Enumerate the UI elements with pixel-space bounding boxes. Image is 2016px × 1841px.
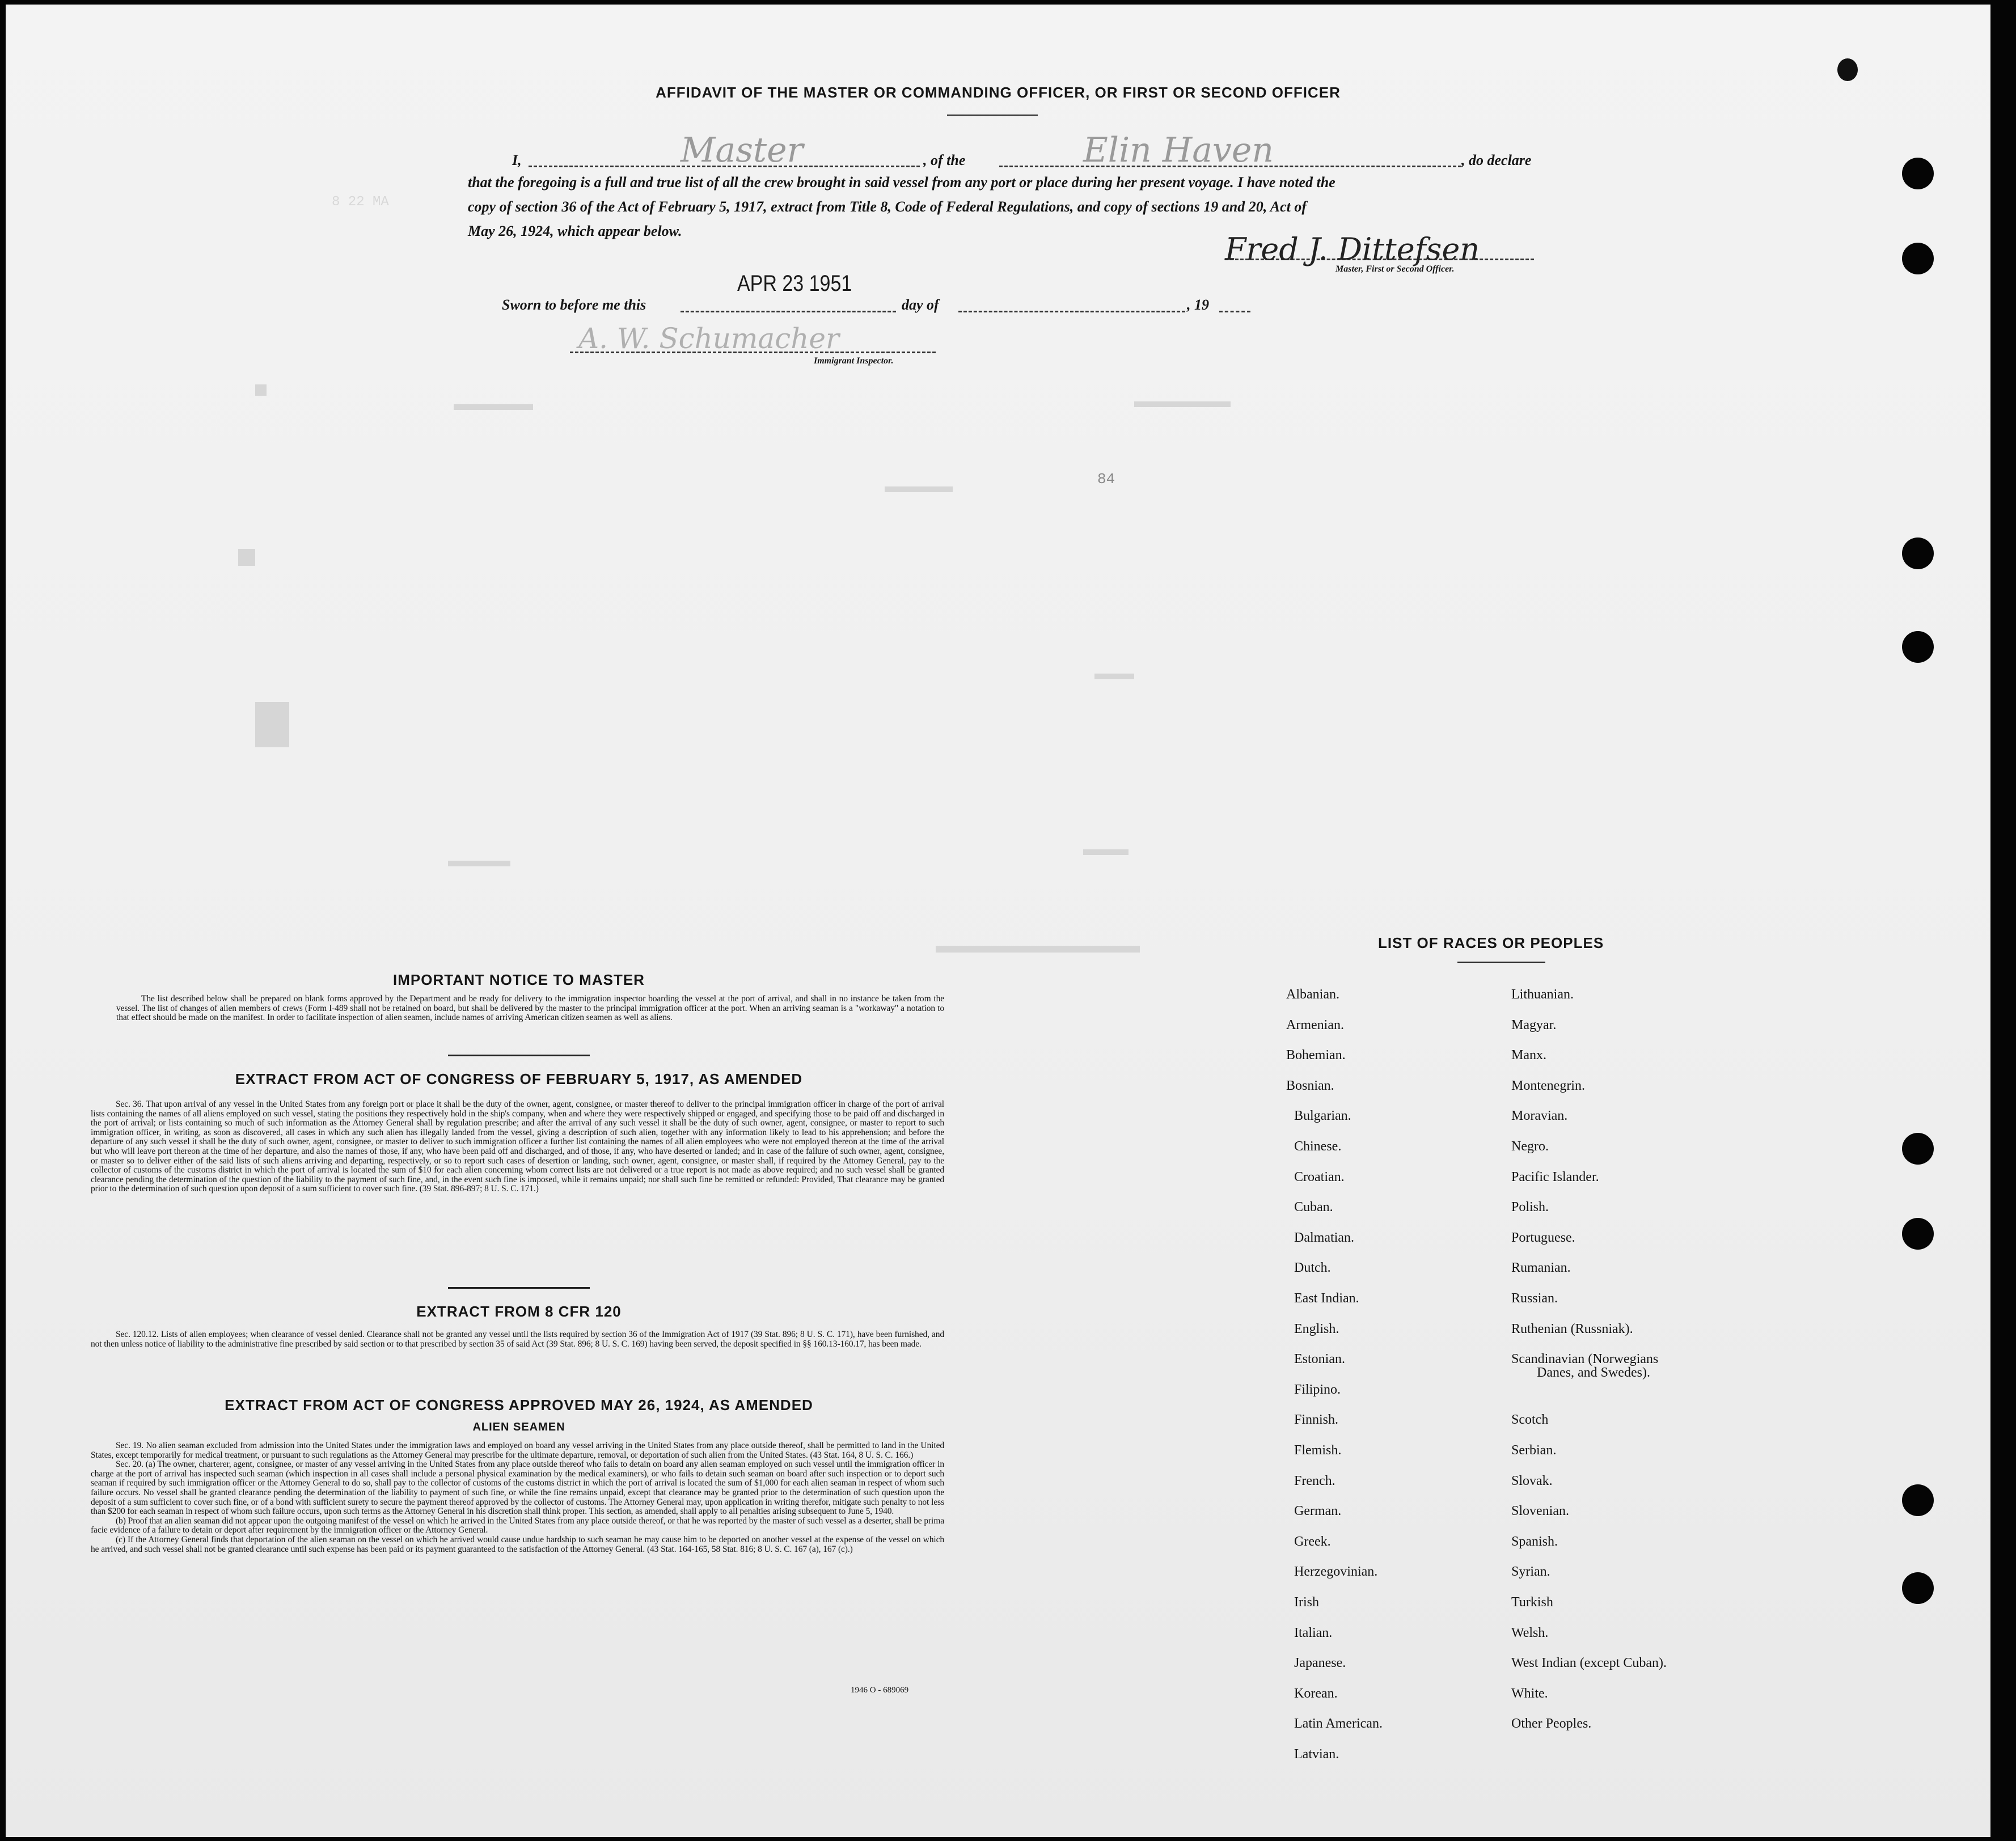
of-the-label: , of the xyxy=(923,152,966,168)
race-item: Slovak. xyxy=(1511,1473,1553,1488)
race-item: Herzegovinian. xyxy=(1294,1564,1378,1580)
race-item: Ruthenian (Russniak). xyxy=(1511,1321,1633,1336)
race-item: Chinese. xyxy=(1294,1139,1342,1154)
race-item: Other Peoples. xyxy=(1511,1716,1592,1732)
race-item: Portuguese. xyxy=(1511,1230,1575,1245)
race-item: Welsh. xyxy=(1511,1625,1549,1640)
year-label: , 19 xyxy=(1187,297,1209,313)
race-item: Bosnian. xyxy=(1286,1078,1334,1093)
race-item: Serbian. xyxy=(1511,1443,1557,1458)
race-item: Latin American. xyxy=(1294,1716,1383,1732)
race-item: Estonian. xyxy=(1294,1352,1345,1367)
race-item: Turkish xyxy=(1511,1595,1553,1610)
sworn-label: Sworn to before me this xyxy=(502,297,646,313)
race-item: Spanish. xyxy=(1511,1534,1558,1549)
inspector-caption: Immigrant Inspector. xyxy=(814,356,894,366)
faint-mark: 8 22 MA xyxy=(332,194,389,210)
race-item: Dutch. xyxy=(1294,1260,1331,1276)
race-item: Italian. xyxy=(1294,1625,1333,1640)
sworn-day-line xyxy=(681,311,896,312)
declare-label: , do declare xyxy=(1461,152,1532,168)
race-item: White. xyxy=(1511,1686,1548,1701)
races-title: LIST OF RACES OR PEOPLES xyxy=(1378,934,1604,951)
race-item: Lithuanian. xyxy=(1511,987,1574,1002)
extract-1924-text xyxy=(91,1441,944,1554)
race-item: Armenian. xyxy=(1286,1017,1344,1032)
section-divider xyxy=(448,1055,590,1056)
race-item: Montenegrin. xyxy=(1511,1078,1585,1093)
race-item: Danes, and Swedes). xyxy=(1537,1365,1650,1381)
notice-text: The list described below shall be prepared on blank forms approved by the Department and be ready for delivery to the immigration inspector boarding the vessel at the port of arrival, and shall in no instance be taken from the vessel. The list of changes of alien members of crews (Form I-489 shall not be retained on board, but shall be delivered by the master to the principal immigration officer at the port. When an arriving seaman is a "workaway" a notation to that effect should be made on the manifest. In order to facilitate inspection of alien seamen, include names of arriving American citizen seamen as well as aliens. xyxy=(116,994,944,1023)
race-item: Filipino. xyxy=(1294,1382,1341,1397)
race-item: French. xyxy=(1294,1473,1335,1488)
race-item: Pacific Islander. xyxy=(1511,1169,1599,1184)
i-label: I, xyxy=(512,152,522,168)
race-item: Moravian. xyxy=(1511,1108,1568,1124)
month-line xyxy=(958,311,1185,312)
race-item: Scandinavian (Norwegians xyxy=(1511,1352,1659,1367)
sec-19: Sec. 19. No alien seaman excluded from admission into the United States under the immigration laws and employed on board any vessel arriving in the United States from any place outside thereof, shall be permitted to land in the United States, except temporarily for medical treatment, or pursuant to such regulations as the Attorney General may prescribe for the ultimate departure, removal, or deportation of such alien from the United States. (43 Stat. 164, 8 U. S. C. 166.) xyxy=(91,1441,944,1460)
race-item: English. xyxy=(1294,1321,1339,1336)
bleed-through-marks xyxy=(6,5,1990,1837)
affidavit-title: AFFIDAVIT OF THE MASTER OR COMMANDING OFFICER, OR FIRST OR SECOND OFFICER xyxy=(656,84,1341,101)
race-item: Latvian. xyxy=(1294,1747,1339,1762)
race-item: Negro. xyxy=(1511,1139,1549,1154)
vessel-handwriting: Elin Haven xyxy=(1083,130,1274,170)
race-item: Syrian. xyxy=(1511,1564,1550,1580)
sec-20a: Sec. 20. (a) The owner, charterer, agent, consignee, or master of any vessel arriving in the United States from any place outside thereof who fails to detain on board any alien seaman employed on such vessel until the immigration officer in charge at the port of arrival has inspected such seaman (which inspection in all cases shall include a personal physical examination by the medical examiners), or who fails to detain such seaman on board after such inspection or to deport such seaman if required by such immigration officer or the Attorney General to do so, shall pay to the collector of customs of the customs district in which the port of arrival is located the sum of $1,000 for each alien seaman in respect of whom such failure occurs. No vessel shall be granted clearance pending the determination of the liability to payment of such fine, or while the fine remains unpaid, except that clearance may be granted prior to the determination of such question upon the deposit of a sum sufficient to cover such fine, or of a bond with sufficient surety to secure the payment thereof approved by the collector of customs. The Attorney General may, upon application in writing therefor, mitigate such penalty to not less than $200 for each seaman in respect of whom such failure occurs, upon such terms as the Attorney General in his discretion shall think proper. This section, as amended, shall apply to all penalties arising subsequent to June 5, 1940. xyxy=(91,1459,944,1517)
race-item: Rumanian. xyxy=(1511,1260,1571,1276)
affidavit-line-2: that the foregoing is a full and true list of all the crew brought in said vessel from any port or place during her present voyage. I have noted the xyxy=(468,174,1335,191)
race-item: Irish xyxy=(1294,1595,1319,1610)
sec-20b: (b) Proof that an alien seaman did not appear upon the outgoing manifest of the vessel on which he arrived in the United States from any place outside thereof, or that he was reported by the master of such vessel as a deserter, shall be prima facie evidence of a failure to detain or deport after requirement by the immigration officer or the Attorney General. xyxy=(91,1516,944,1535)
race-item: Scotch xyxy=(1511,1412,1549,1428)
race-item: Cuban. xyxy=(1294,1200,1333,1215)
extract-1917-title: EXTRACT FROM ACT OF CONGRESS OF FEBRUARY 5, 1917, AS AMENDED xyxy=(235,1070,803,1087)
race-item: Japanese. xyxy=(1294,1656,1346,1671)
race-item: Manx. xyxy=(1511,1048,1546,1063)
master-handwriting: Master xyxy=(681,130,804,170)
master-signature: Fred J. Dittefsen xyxy=(1225,231,1480,267)
race-item: Russian. xyxy=(1511,1291,1558,1306)
race-item: Finnish. xyxy=(1294,1412,1339,1428)
race-item: West Indian (except Cuban). xyxy=(1511,1656,1667,1671)
date-stamp: APR 23 1951 xyxy=(737,271,852,296)
faint-mark: 84 xyxy=(1097,471,1115,488)
race-item: German. xyxy=(1294,1504,1342,1519)
race-item: Dalmatian. xyxy=(1294,1230,1354,1245)
race-item: Slovenian. xyxy=(1511,1504,1569,1519)
race-item: Bohemian. xyxy=(1286,1048,1346,1063)
affidavit-line-3: copy of section 36 of the Act of February 5, 1917, extract from Title 8, Code of Federal Regulations, and copy of sections 19 and 20, Act of xyxy=(468,198,1307,215)
day-of-label: day of xyxy=(902,297,939,313)
extract-1924-title: EXTRACT FROM ACT OF CONGRESS APPROVED MAY 26, 1924, AS AMENDED xyxy=(225,1396,813,1413)
notice-title: IMPORTANT NOTICE TO MASTER xyxy=(393,971,645,988)
races-underline xyxy=(1457,962,1545,963)
section-divider xyxy=(448,1287,590,1289)
extract-cfr-title: EXTRACT FROM 8 CFR 120 xyxy=(416,1303,622,1320)
race-item: Greek. xyxy=(1294,1534,1331,1549)
race-item: Polish. xyxy=(1511,1200,1549,1215)
sec-20c: (c) If the Attorney General finds that deportation of the alien seaman on the vessel on which he arrived would cause undue hardship to such seaman he may cause him to be deported on another vessel at the expense of the vessel on which he arrived, and such vessel shall not be granted clearance until such expense has been paid or its payment guaranteed to the satisfaction of the Attorney General. (43 Stat. 164-165, 58 Stat. 816; 8 U. S. C. 167 (a), 167 (c).) xyxy=(91,1534,944,1554)
race-item: Bulgarian. xyxy=(1294,1108,1351,1124)
title-underline xyxy=(947,115,1038,116)
extract-cfr-text: Sec. 120.12. Lists of alien employees; when clearance of vessel denied. Clearance shall not be granted any vessel until the lists required by section 36 of the Immigration Act of 1917 (39 Stat. 896; 8 U. S. C. 171), have been furnished, and not then unless notice of liability to the administrative fine prescribed by said section or to that prescribed by section 35 of said Act (39 Stat. 896; 8 U. S. C. 169) having been served, the deposit specified in §§ 160.13-160.17, has been made. xyxy=(91,1330,944,1349)
alien-seamen-subtitle: ALIEN SEAMEN xyxy=(472,1421,565,1433)
race-item: Magyar. xyxy=(1511,1017,1557,1032)
affidavit-page xyxy=(6,5,1990,1837)
race-item: Croatian. xyxy=(1294,1169,1345,1184)
extract-1917-text: Sec. 36. That upon arrival of any vessel in the United States from any foreign port or place it shall be the duty of the owner, agent, consignee, or master thereof to deliver to the principal immigration officer in charge of the port of arrival lists containing the names of all aliens employed on such vessel, stating the positions they respectively hold in the ship's company, when and where they were respectively shipped or engaged, and specifying those to be paid off and discharged in the port of arrival; or lists containing so much of such information as the Attorney General shall by regulation prescribe; and after the arrival of any such vessel it shall be the duty of such owner, agent, consignee, or master to report to such immigration officer, in writing, as soon as discovered, all cases in which any such alien has illegally landed from the vessel, giving a description of such alien, together with any information likely to lead to his apprehension; and before the departure of any such vessel it shall be the duty of such owner, agent, consignee, or master to deliver to such immigration officer a further list containing the names of all alien employees who were not employed thereon at the time of the arrival but who will leave port thereon at the time of her departure, and also the names of those, if any, who have been paid off and discharged, and of those, if any, who have deserted or landed; and in case of the failure of such owner, agent, consignee, or master so to deliver either of the said lists of such aliens arriving and departing, respectively, or so to report such cases of desertion or landing, such owner, agent, consignee, or master shall, if required by the Attorney General, pay to the collector of customs of the customs district in which the port of arrival is located the sum of $10 for each alien concerning whom correct lists are not delivered or a true report is not made as above required; and no such vessel shall be granted clearance pending the determination of the question of the liability to the payment of such fine, and, in the event such fine is imposed, while it remains unpaid; nor shall such fine be remitted or refunded: Provided, That clearance may be granted prior to the determination of such question upon deposit of a sum sufficient to cover such fine. (39 Stat. 896-897; 8 U. S. C. 171.) xyxy=(91,1099,944,1194)
race-item: Flemish. xyxy=(1294,1443,1342,1458)
race-item: East Indian. xyxy=(1294,1291,1359,1306)
signature-caption: Master, First or Second Officer. xyxy=(1335,264,1455,274)
race-item: Albanian. xyxy=(1286,987,1339,1002)
print-code: 1946 O - 689069 xyxy=(851,1686,909,1695)
race-item: Korean. xyxy=(1294,1686,1338,1701)
inspector-signature: A. W. Schumacher xyxy=(578,322,839,355)
year-line xyxy=(1219,311,1250,312)
affidavit-line-4: May 26, 1924, which appear below. xyxy=(468,223,682,239)
